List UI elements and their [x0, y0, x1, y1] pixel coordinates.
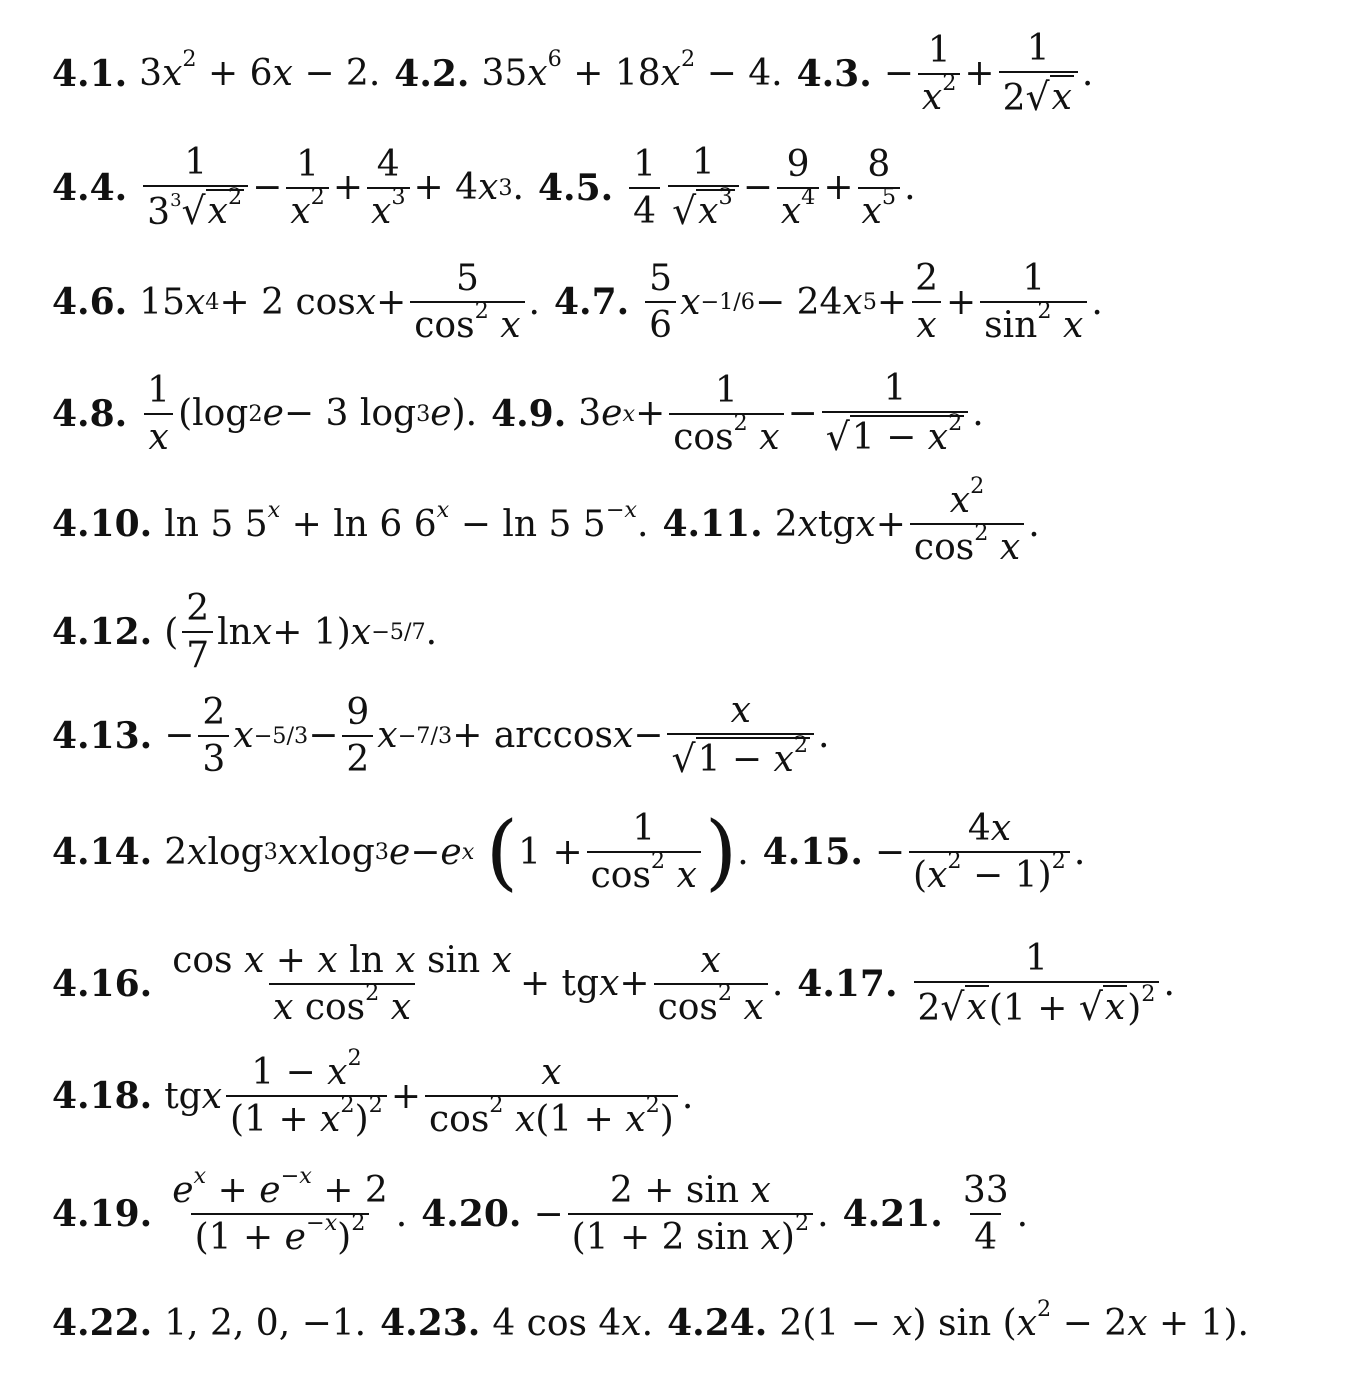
answers-line-6 [52, 588, 437, 676]
expression: 3 e x + $\frac{1}{\cos^2 x}$ − 1 √ $1 - x^2$ . [578, 368, 984, 459]
problem-number: 4.21. [842, 1193, 943, 1235]
problem-number: 4.10. [52, 503, 153, 545]
problem-number: 4.3. [796, 52, 872, 95]
expression: − $\frac{\text{2 + sin x}}{(1 + 2 \sin x)^2}$ . [533, 1170, 829, 1258]
problem-number: 4.23. [380, 1302, 481, 1344]
answers-line-3 [52, 258, 1103, 346]
problem-number: 4.7. [553, 281, 630, 323]
expression: − $\frac{1}{x^2}$ + 1 2 √ x . [883, 28, 1094, 119]
problem-number: 4.6. [52, 281, 128, 323]
problem-number: 4.24. [667, 1302, 768, 1344]
problem-number: 4.8. [52, 392, 128, 435]
problem-number: 4.12. [52, 611, 153, 653]
problem-number: 4.16. [52, 962, 153, 1005]
expression: $\frac{\text{cos x + x ln x sin x}}{x \cos^2 x}$ + tg x + $\frac{x}{\cos^2 x}$ . [172, 939, 784, 1028]
expression: $3x^2 + 6x - 2$. [139, 46, 381, 94]
answers-line-8 [52, 802, 1086, 900]
expression: $35x^6 + 18x^2 - 4$. [481, 46, 783, 94]
answers-line-2 [52, 142, 916, 233]
expression: $\frac{33}{4}$ . [962, 1170, 1029, 1258]
expression: − $\frac{4x}{(x^2 - 1)^2}$ . [874, 808, 1086, 896]
expression: 1, 2, 0, −1. [164, 1302, 367, 1344]
problem-number: 4.11. [662, 503, 763, 545]
answers-line-5 [52, 473, 1040, 568]
expression: 2 x tg x + $\frac{x^2}{\cos^2 x}$ . [774, 473, 1040, 568]
answers-line-7 [52, 690, 830, 781]
expression: 4 cos 4x. [492, 1302, 654, 1344]
expression: 2(1 − x) $\sin (x^2 - 2x + 1)$. [779, 1295, 1249, 1344]
problem-number: 4.18. [52, 1075, 153, 1117]
answers-line-4 [52, 368, 984, 459]
expression: 2 x log 3 x x log 3 e − e x ( 1 + $\frac{1}{\cos^2 x}$ ) . [164, 802, 749, 900]
problem-number: 4.19. [52, 1193, 153, 1235]
problem-number: 4.17. [797, 962, 898, 1005]
expression: $\frac{e^x + e^{-x} + 2}{(1 + e^{-x})^2}$ . [172, 1163, 408, 1258]
problem-number: 4.20. [421, 1193, 522, 1235]
expression: $\frac{1}{4}$ 1 √ $x^3$ − $\frac{9}{x^4}$ + $\frac{8}{x^5}$ . [625, 142, 915, 233]
problem-number: 4.13. [52, 714, 153, 757]
problem-number: 4.22. [52, 1302, 153, 1344]
answers-line-11 [52, 1163, 1029, 1258]
answers-line-10 [52, 1045, 694, 1140]
problem-number: 4.14. [52, 831, 153, 873]
problem-number: 4.2. [394, 52, 470, 95]
expression: tg x $\frac{1 - x^2}{(1 + x^2)^2}$ + $\frac{x}{\cos^2 x(1 + x^2)}$ . [164, 1045, 694, 1140]
expression: 15 x 4 + 2 cos x + $\frac{5}{\cos^2 x}$ . [139, 258, 540, 346]
problem-number: 4.5. [538, 166, 614, 209]
expression: $\frac{5}{6}$ x −1/6 − 24 x 5 + $\frac{2}{x}$ + $\frac{1}{\sin^2 x}$ . [641, 258, 1103, 346]
expression: 1 2 √ x (1 + √ x )$^2$ . [910, 938, 1175, 1029]
problem-number: 4.15. [762, 831, 863, 873]
expression: 1 $3^3$ √ $x^2$ − $\frac{1}{x^2}$ + $\frac{4}{x^3}$ + 4 x 3 . [139, 142, 524, 233]
expression: ln 5 $5^x + \ln 6$ $6^x - \ln 5$ $5^{-x}$. [164, 496, 649, 545]
answers-line-12 [52, 1295, 1249, 1344]
expression: − $\frac{2}{3}$ x −5/3 − $\frac{9}{2}$ x −7/3 + arccos x − x √ $1 - x^2$ . [164, 690, 830, 781]
expression: ( $\frac{2}{7}$ ln x + 1) x −5/7 . [164, 588, 438, 676]
problem-number: 4.9. [491, 392, 567, 435]
expression: $\frac{1}{x}$ (log 2 e − 3 log 3 e ). [139, 370, 477, 458]
answers-line-1 [52, 28, 1093, 119]
problem-number: 4.1. [52, 52, 128, 95]
answers-line-9 [52, 938, 1175, 1029]
problem-number: 4.4. [52, 166, 128, 209]
